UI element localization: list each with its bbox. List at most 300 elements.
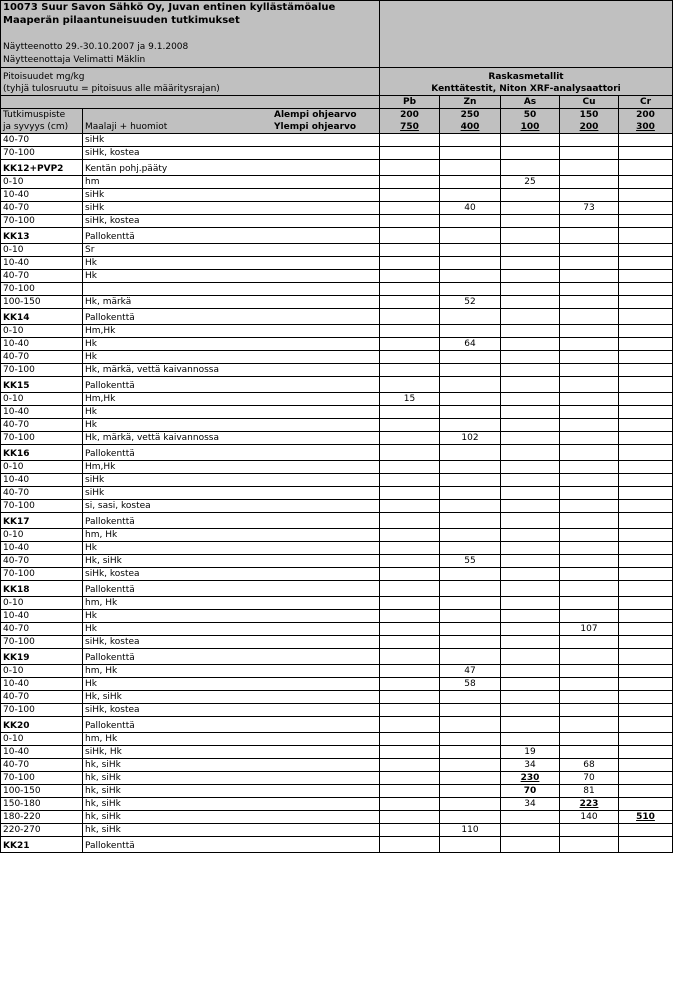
result-zn <box>440 364 501 377</box>
sampling-point-row <box>1 377 673 393</box>
result-cu <box>560 432 619 445</box>
result-cr <box>619 257 673 270</box>
result-cu: 107 <box>560 623 619 636</box>
result-cell <box>560 228 619 244</box>
result-cr <box>619 529 673 542</box>
result-cr <box>619 176 673 189</box>
result-cr <box>619 215 673 228</box>
col1-line1: Tutkimuspiste <box>3 110 66 120</box>
result-zn <box>440 704 501 717</box>
result-zn <box>440 325 501 338</box>
result-cell <box>440 160 501 176</box>
upper-guideline-value: 200 <box>579 122 599 132</box>
soil-cell: hm, Hk <box>83 529 380 542</box>
soil-column-label: Maalaji + huomiot <box>85 122 168 132</box>
result-cu <box>560 678 619 691</box>
sampling-point-row <box>1 309 673 325</box>
result-cr <box>619 134 673 147</box>
result-cu <box>560 824 619 837</box>
soil-cell: Hk, märkä, vettä kaivannossa <box>83 432 380 445</box>
result-as <box>501 325 560 338</box>
sampling-point-id: KK18 <box>1 581 83 597</box>
result-cell <box>560 377 619 393</box>
result-pb <box>380 542 440 555</box>
result-cu <box>560 597 619 610</box>
result-cell <box>380 649 440 665</box>
units-note: (tyhjä tulosruutu = pitoisuus alle määritysrajan) <box>3 84 220 94</box>
result-cu <box>560 733 619 746</box>
sampling-point-note: Pallokenttä <box>83 445 380 461</box>
result-pb <box>380 244 440 257</box>
lower-guideline-value: 200 <box>636 110 655 120</box>
table-row <box>1 610 673 623</box>
guideline-cr <box>619 109 673 134</box>
soil-cell: Hm,Hk <box>83 461 380 474</box>
depth-cell: 70-100 <box>1 364 83 377</box>
result-cr <box>619 636 673 649</box>
table-row <box>1 529 673 542</box>
upper-guideline-value: 300 <box>636 122 655 132</box>
result-pb <box>380 257 440 270</box>
soil-cell: siHk, Hk <box>83 746 380 759</box>
result-cu <box>560 529 619 542</box>
result-cell <box>440 581 501 597</box>
depth-cell: 70-100 <box>1 772 83 785</box>
soil-cell: hk, siHk <box>83 798 380 811</box>
result-cr <box>619 351 673 364</box>
result-as <box>501 283 560 296</box>
result-cell <box>501 837 560 853</box>
result-pb <box>380 270 440 283</box>
result-cu <box>560 406 619 419</box>
result-pb <box>380 597 440 610</box>
result-cr <box>619 500 673 513</box>
soil-cell: siHk, kostea <box>83 147 380 160</box>
result-cell <box>619 309 673 325</box>
result-cr <box>619 597 673 610</box>
soil-cell: hm, Hk <box>83 733 380 746</box>
depth-cell: 40-70 <box>1 691 83 704</box>
depth-cell: 70-100 <box>1 704 83 717</box>
result-as <box>501 691 560 704</box>
depth-cell: 10-40 <box>1 406 83 419</box>
sampling-point-row <box>1 160 673 176</box>
table-row <box>1 759 673 772</box>
result-cu <box>560 176 619 189</box>
soil-cell: Hk, siHk <box>83 555 380 568</box>
result-cu: 68 <box>560 759 619 772</box>
depth-cell: 40-70 <box>1 419 83 432</box>
result-as <box>501 665 560 678</box>
depth-cell: 0-10 <box>1 665 83 678</box>
result-cu: 73 <box>560 202 619 215</box>
sampling-point-row <box>1 649 673 665</box>
group-header <box>380 68 673 96</box>
upper-guideline-value: 100 <box>520 122 540 132</box>
result-zn <box>440 811 501 824</box>
soil-cell: Hk <box>83 406 380 419</box>
result-cu <box>560 325 619 338</box>
table-row <box>1 296 673 309</box>
result-zn <box>440 798 501 811</box>
depth-cell: 0-10 <box>1 176 83 189</box>
result-cell <box>380 160 440 176</box>
result-cu <box>560 215 619 228</box>
result-cr <box>619 691 673 704</box>
result-zn: 52 <box>440 296 501 309</box>
soil-cell: Sr <box>83 244 380 257</box>
result-zn: 102 <box>440 432 501 445</box>
result-pb <box>380 785 440 798</box>
table-row <box>1 351 673 364</box>
soil-cell: hk, siHk <box>83 785 380 798</box>
sampling-point-id: KK16 <box>1 445 83 461</box>
result-cell <box>560 837 619 853</box>
result-cu <box>560 568 619 581</box>
result-cr <box>619 785 673 798</box>
result-pb <box>380 432 440 445</box>
soil-cell: siHk, kostea <box>83 215 380 228</box>
result-zn <box>440 623 501 636</box>
table-row <box>1 364 673 377</box>
result-cell <box>619 837 673 853</box>
report-title: 10073 Suur Savon Sähkö Oy, Juvan entinen kyllästämöalue <box>3 2 336 13</box>
sampling-point-note: Pallokenttä <box>83 837 380 853</box>
depth-cell: 70-100 <box>1 283 83 296</box>
result-cell <box>501 160 560 176</box>
result-cu <box>560 500 619 513</box>
result-zn: 64 <box>440 338 501 351</box>
result-cu <box>560 746 619 759</box>
result-zn <box>440 134 501 147</box>
result-cu <box>560 283 619 296</box>
upper-guideline-value: 750 <box>400 122 419 132</box>
soil-cell: Hk <box>83 542 380 555</box>
sampling-point-row <box>1 228 673 244</box>
result-cr <box>619 474 673 487</box>
result-cell <box>380 837 440 853</box>
depth-cell: 150-180 <box>1 798 83 811</box>
depth-cell: 70-100 <box>1 636 83 649</box>
result-cu <box>560 296 619 309</box>
depth-cell: 10-40 <box>1 189 83 202</box>
result-pb <box>380 798 440 811</box>
result-pb <box>380 623 440 636</box>
result-cr <box>619 364 673 377</box>
result-zn <box>440 244 501 257</box>
group-subtitle: Kenttätestit, Niton XRF-analysaattori <box>431 84 621 94</box>
soil-cell: Hk <box>83 623 380 636</box>
lower-guideline-value: 200 <box>400 110 419 120</box>
result-cr <box>619 393 673 406</box>
table-row <box>1 824 673 837</box>
result-cr <box>619 824 673 837</box>
result-cu <box>560 189 619 202</box>
result-zn <box>440 610 501 623</box>
result-as <box>501 597 560 610</box>
result-cell <box>619 377 673 393</box>
result-cu <box>560 461 619 474</box>
sampling-point-id: KK13 <box>1 228 83 244</box>
result-cr <box>619 461 673 474</box>
result-cr <box>619 487 673 500</box>
soil-cell: siHk <box>83 134 380 147</box>
lower-guideline-value: 250 <box>460 110 480 120</box>
sampling-dates: Näytteenotto 29.-30.10.2007 ja 9.1.2008 <box>3 42 189 52</box>
sampling-point-note: Pallokenttä <box>83 581 380 597</box>
sampling-point-id: KK19 <box>1 649 83 665</box>
depth-cell: 70-100 <box>1 432 83 445</box>
sampling-point-note: Pallokenttä <box>83 377 380 393</box>
soil-cell: Hk <box>83 270 380 283</box>
result-cu <box>560 704 619 717</box>
result-cr <box>619 542 673 555</box>
depth-cell: 180-220 <box>1 811 83 824</box>
units-cell <box>1 68 380 96</box>
table-row <box>1 176 673 189</box>
table-row <box>1 270 673 283</box>
lower-guideline-value: 150 <box>579 110 599 120</box>
result-as <box>501 542 560 555</box>
table-row <box>1 798 673 811</box>
result-pb <box>380 215 440 228</box>
result-cell <box>380 445 440 461</box>
soil-cell <box>83 283 380 296</box>
sampler-name: Näytteenottaja Velimatti Mäklin <box>3 55 146 65</box>
table-row <box>1 636 673 649</box>
result-cell <box>440 649 501 665</box>
depth-cell: 70-100 <box>1 147 83 160</box>
result-cu <box>560 338 619 351</box>
column-label-point <box>1 109 83 134</box>
result-zn: 40 <box>440 202 501 215</box>
result-zn <box>440 500 501 513</box>
result-cr <box>619 772 673 785</box>
depth-cell: 10-40 <box>1 542 83 555</box>
result-cr <box>619 733 673 746</box>
result-as <box>501 704 560 717</box>
depth-cell: 40-70 <box>1 134 83 147</box>
result-cu <box>560 270 619 283</box>
result-zn <box>440 393 501 406</box>
result-cu <box>560 665 619 678</box>
table-row <box>1 147 673 160</box>
result-pb <box>380 338 440 351</box>
result-pb <box>380 529 440 542</box>
result-cell <box>619 717 673 733</box>
table-row <box>1 338 673 351</box>
result-cu <box>560 691 619 704</box>
result-as <box>501 270 560 283</box>
soil-cell: siHk, kostea <box>83 568 380 581</box>
result-zn <box>440 215 501 228</box>
soil-cell: hk, siHk <box>83 759 380 772</box>
result-as <box>501 636 560 649</box>
soil-cell: Hk <box>83 610 380 623</box>
result-pb <box>380 636 440 649</box>
result-zn <box>440 785 501 798</box>
result-cr <box>619 665 673 678</box>
result-as <box>501 461 560 474</box>
sampling-point-note: Kentän pohj.pääty <box>83 160 380 176</box>
depth-cell: 100-150 <box>1 785 83 798</box>
result-as: 230 <box>501 772 560 785</box>
result-as <box>501 419 560 432</box>
result-zn <box>440 759 501 772</box>
depth-cell: 0-10 <box>1 733 83 746</box>
result-cell <box>380 717 440 733</box>
sampling-point-id: KK20 <box>1 717 83 733</box>
result-pb <box>380 296 440 309</box>
depth-cell: 0-10 <box>1 461 83 474</box>
result-as <box>501 406 560 419</box>
result-cell <box>501 377 560 393</box>
result-as <box>501 147 560 160</box>
result-as <box>501 733 560 746</box>
result-pb <box>380 176 440 189</box>
metal-name-zn: Zn <box>440 96 501 109</box>
result-pb <box>380 461 440 474</box>
header-row-2 <box>1 68 673 96</box>
result-cr <box>619 419 673 432</box>
sampling-point-id: KK21 <box>1 837 83 853</box>
result-cell <box>560 717 619 733</box>
result-zn <box>440 283 501 296</box>
result-zn <box>440 257 501 270</box>
soil-cell: siHk <box>83 189 380 202</box>
result-cell <box>501 309 560 325</box>
result-pb <box>380 134 440 147</box>
depth-cell: 70-100 <box>1 500 83 513</box>
result-zn <box>440 733 501 746</box>
sampling-point-id: KK12+PVP2 <box>1 160 83 176</box>
result-as <box>501 432 560 445</box>
depth-cell: 40-70 <box>1 759 83 772</box>
table-row <box>1 568 673 581</box>
depth-cell: 0-10 <box>1 529 83 542</box>
depth-cell: 10-40 <box>1 678 83 691</box>
guideline-labels <box>274 109 357 133</box>
result-cell <box>380 228 440 244</box>
result-cell <box>440 445 501 461</box>
result-cell <box>501 649 560 665</box>
sampling-point-note: Pallokenttä <box>83 228 380 244</box>
soil-cell: si, sasi, kostea <box>83 500 380 513</box>
result-pb <box>380 202 440 215</box>
result-cell <box>501 445 560 461</box>
soil-cell: hm <box>83 176 380 189</box>
table-row <box>1 678 673 691</box>
table-row <box>1 785 673 798</box>
guideline-row <box>1 109 673 134</box>
result-pb <box>380 568 440 581</box>
table-row <box>1 257 673 270</box>
result-as <box>501 487 560 500</box>
result-as <box>501 811 560 824</box>
depth-cell: 0-10 <box>1 325 83 338</box>
result-cell <box>560 581 619 597</box>
result-as <box>501 678 560 691</box>
depth-cell: 40-70 <box>1 351 83 364</box>
result-cell <box>619 513 673 529</box>
metal-names-blank <box>1 96 380 109</box>
depth-cell: 100-150 <box>1 296 83 309</box>
soil-cell: Hk <box>83 678 380 691</box>
table-row <box>1 704 673 717</box>
result-zn <box>440 691 501 704</box>
depth-cell: 70-100 <box>1 568 83 581</box>
result-zn: 47 <box>440 665 501 678</box>
metal-name-pb: Pb <box>380 96 440 109</box>
result-zn <box>440 568 501 581</box>
result-zn <box>440 406 501 419</box>
table-row <box>1 542 673 555</box>
result-pb <box>380 772 440 785</box>
result-cr <box>619 189 673 202</box>
result-cu <box>560 364 619 377</box>
result-cr <box>619 406 673 419</box>
result-cu <box>560 610 619 623</box>
lower-guideline-label: Alempi ohjearvo <box>274 110 357 120</box>
result-cell <box>440 228 501 244</box>
result-pb <box>380 419 440 432</box>
column-label-soil <box>83 109 380 134</box>
metal-name-cr: Cr <box>619 96 673 109</box>
result-cell <box>501 717 560 733</box>
result-zn <box>440 636 501 649</box>
result-zn <box>440 419 501 432</box>
result-pb <box>380 474 440 487</box>
result-as <box>501 351 560 364</box>
result-cr <box>619 244 673 257</box>
table-row <box>1 746 673 759</box>
result-cell <box>619 445 673 461</box>
guideline-zn <box>440 109 501 134</box>
result-cu <box>560 351 619 364</box>
soil-cell: Hk, siHk <box>83 691 380 704</box>
col1-line2: ja syvyys (cm) <box>3 122 69 132</box>
result-cu <box>560 636 619 649</box>
result-as <box>501 215 560 228</box>
result-cell <box>501 581 560 597</box>
result-cr <box>619 432 673 445</box>
result-cr <box>619 202 673 215</box>
result-cell <box>380 513 440 529</box>
guideline-pb <box>380 109 440 134</box>
result-cr <box>619 623 673 636</box>
result-as: 34 <box>501 759 560 772</box>
result-as <box>501 244 560 257</box>
table-row <box>1 134 673 147</box>
table-row <box>1 811 673 824</box>
table-row <box>1 597 673 610</box>
soil-cell: Hk, märkä, vettä kaivannossa <box>83 364 380 377</box>
result-cell <box>501 513 560 529</box>
result-cell <box>380 581 440 597</box>
table-row <box>1 283 673 296</box>
soil-cell: siHk <box>83 202 380 215</box>
result-cu <box>560 244 619 257</box>
soil-cell: hm, Hk <box>83 665 380 678</box>
soil-cell: siHk <box>83 487 380 500</box>
table-row <box>1 733 673 746</box>
result-as <box>501 338 560 351</box>
soil-cell: siHk <box>83 474 380 487</box>
result-pb <box>380 189 440 202</box>
depth-cell: 10-40 <box>1 746 83 759</box>
soil-cell: hk, siHk <box>83 824 380 837</box>
result-as <box>501 824 560 837</box>
